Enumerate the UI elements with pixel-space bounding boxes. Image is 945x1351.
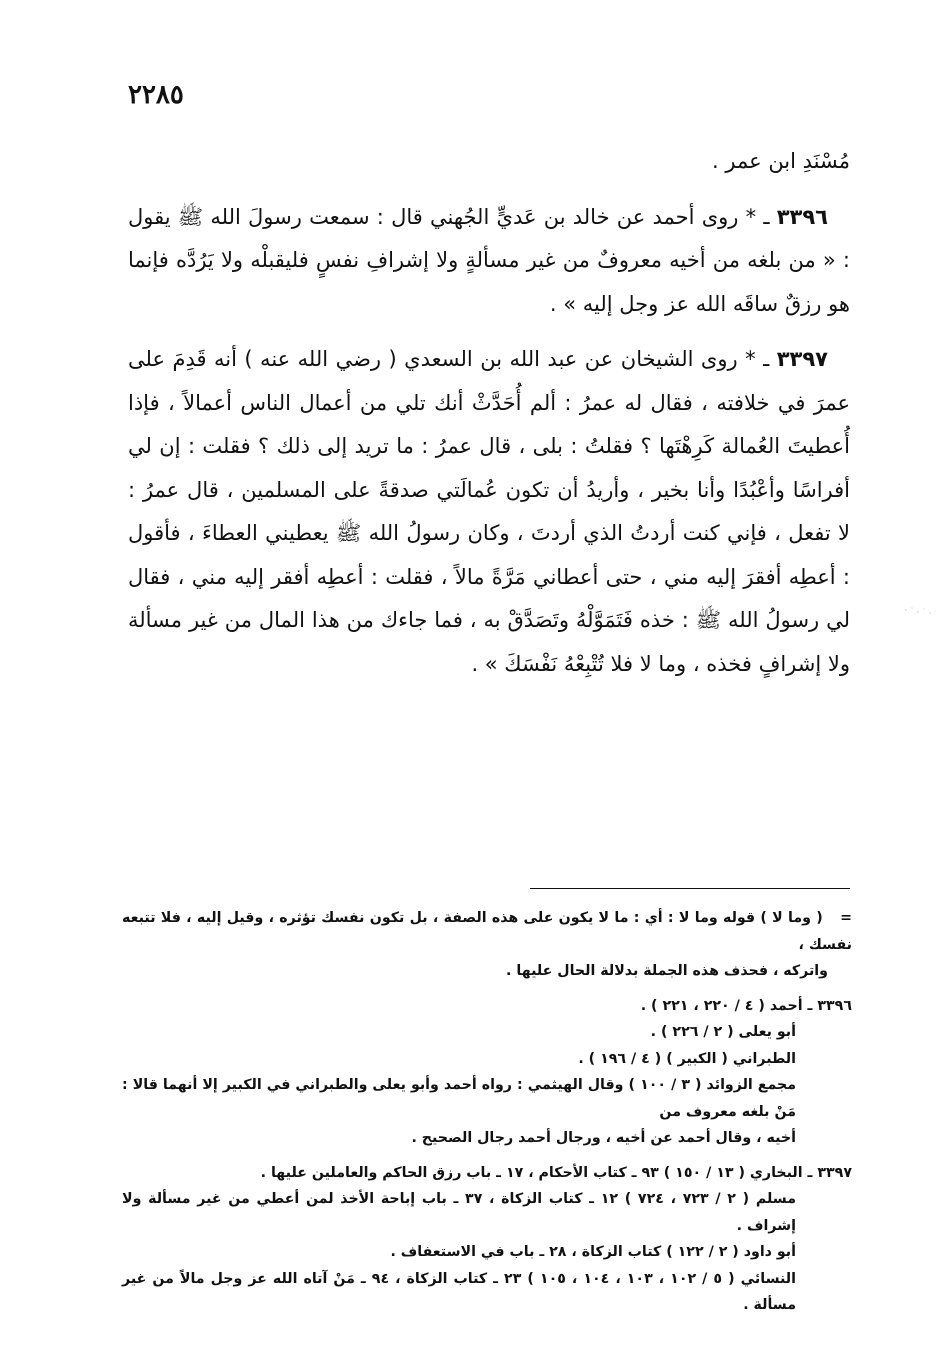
footnotes	[122, 905, 852, 1327]
main-text	[128, 140, 850, 698]
footnote-3397	[122, 1160, 852, 1319]
footnote-text: ( وما لا ) قوله وما لا : أي : ما لا يكون على هذه الصفة ، بل تكون نفسك تؤثره ، وقيل إليه ، فلا تتبعه نفسك ،	[122, 910, 852, 953]
footnote-line: مسلم ( ٢ / ٧٢٣ ، ٧٢٤ ) ١٢ ـ كتاب الزكاة ، ٣٧ ـ باب إباحة الأخذ لمن أعطي من غير مسألة ولا إشراف .	[122, 1191, 796, 1234]
footnote-number: ٣٣٩٧	[817, 1164, 852, 1181]
footnote-line	[122, 993, 852, 1020]
footnote-line: مجمع الزوائد ( ٣ / ١٠٠ ) وقال الهيثمي : رواه أحمد وأبو يعلى والطبراني في الكبير إلا أنهما قالا : مَنْ بلغه معروف من	[122, 1077, 797, 1120]
page-number: ٢٢٨٥	[128, 80, 184, 110]
footnote-line: أبو يعلى ( ٢ / ٢٢٦ ) .	[650, 1024, 796, 1040]
footnote-3396	[122, 993, 852, 1152]
hadith-number: ٣٣٩٦	[776, 204, 828, 229]
carry-marker: =	[840, 910, 852, 926]
footnote-text: ـ البخاري ( ١٣ / ١٥٠ ) ٩٣ ـ كتاب الأحكام ، ١٧ ـ باب رزق الحاكم والعاملين عليها .	[260, 1164, 813, 1181]
footnote-separator	[530, 888, 850, 889]
scan-speckle	[900, 600, 940, 624]
footnote-line: أخيه ، وقال أحمد عن أخيه ، ورجال أحمد رجال الصحيح .	[411, 1130, 796, 1146]
footnote-line: أبو داود ( ٢ / ١٢٢ ) كتاب الزكاة ، ٢٨ ـ باب في الاستعفاف .	[390, 1244, 796, 1260]
footnote-carryover	[122, 905, 852, 985]
continuation-line: مُسْنَدِ ابن عمر .	[712, 149, 850, 173]
footnote-text: ـ أحمد ( ٤ / ٢٢٠ ، ٢٢١ ) .	[640, 997, 813, 1014]
hadith-text: ـ * روى أحمد عن خالد بن عَديٍّ الجُهني قال : سمعت رسولَ الله ﷺ يقول : « من بلغه من أخيه معروفٌ من غير مسألةٍ ولا إشرافِ نفسٍ فليقبلْه ولا يَرُدَّه فإنما هو رزقٌ ساقَه الله عز وجل إليه » .	[128, 204, 850, 316]
footnote-number: ٣٣٩٦	[817, 997, 852, 1014]
footnote-line	[122, 905, 852, 958]
footnote-line: الطبراني ( الكبير ) ( ٤ / ١٩٦ ) .	[578, 1050, 796, 1067]
hadith-text: ـ * روى الشيخان عن عبد الله بن السعدي ( رضي الله عنه ) أنه قَدِمَ على عمرَ في خلافته ، فقال له عمرُ : ألم أُحَدَّثْ أنك تلي من أعمال الناس أعمالاً ، فإذا أُعطيتَ العُمالة كَرِهْتَها ؟ فقلتُ : بلى ، قال عمرُ : ما تريد إلى ذلك ؟ فقلت : إن لي أفراسًا وأعْبُدًا وأنا بخير ، وأريدُ أن تكون عُمالَتي صدقةً على المسلمين ، قال عمرُ : لا تفعل ، فإني كنت أردتُ الذي أردتَ ، وكان رسولُ الله ﷺ يعطيني العطاءَ ، فأقول : أعطِه أفقرَ إليه مني ، حتى أعطاني مَرَّةً مالاً ، فقلت : أعطِه أفقر إليه مني ، فقال لي رسولُ الله ﷺ : خذه فَتَمَوَّلْهُ وتَصَدَّقْ به ، فما جاءك من هذا المال من غير مسألة ولا إشرافٍ فخذه ، وما لا فلا تُتْبِعْهُ نَفْسَكَ » .	[128, 347, 850, 676]
footnote-line: النسائي ( ٥ / ١٠٢ ، ١٠٣ ، ١٠٤ ، ١٠٥ ) ٢٣ ـ كتاب الزكاة ، ٩٤ ـ مَنْ آتاه الله عز وجل مالاً من غير مسألة .	[122, 1270, 796, 1313]
hadith-3396	[128, 196, 850, 327]
footnote-line: واتركه ، فحذف هذه الجملة بدلالة الحال عليها .	[506, 963, 828, 979]
hadith-number: ٣٣٩٧	[776, 347, 828, 371]
hadith-3397	[128, 338, 850, 686]
footnote-line	[122, 1160, 852, 1187]
